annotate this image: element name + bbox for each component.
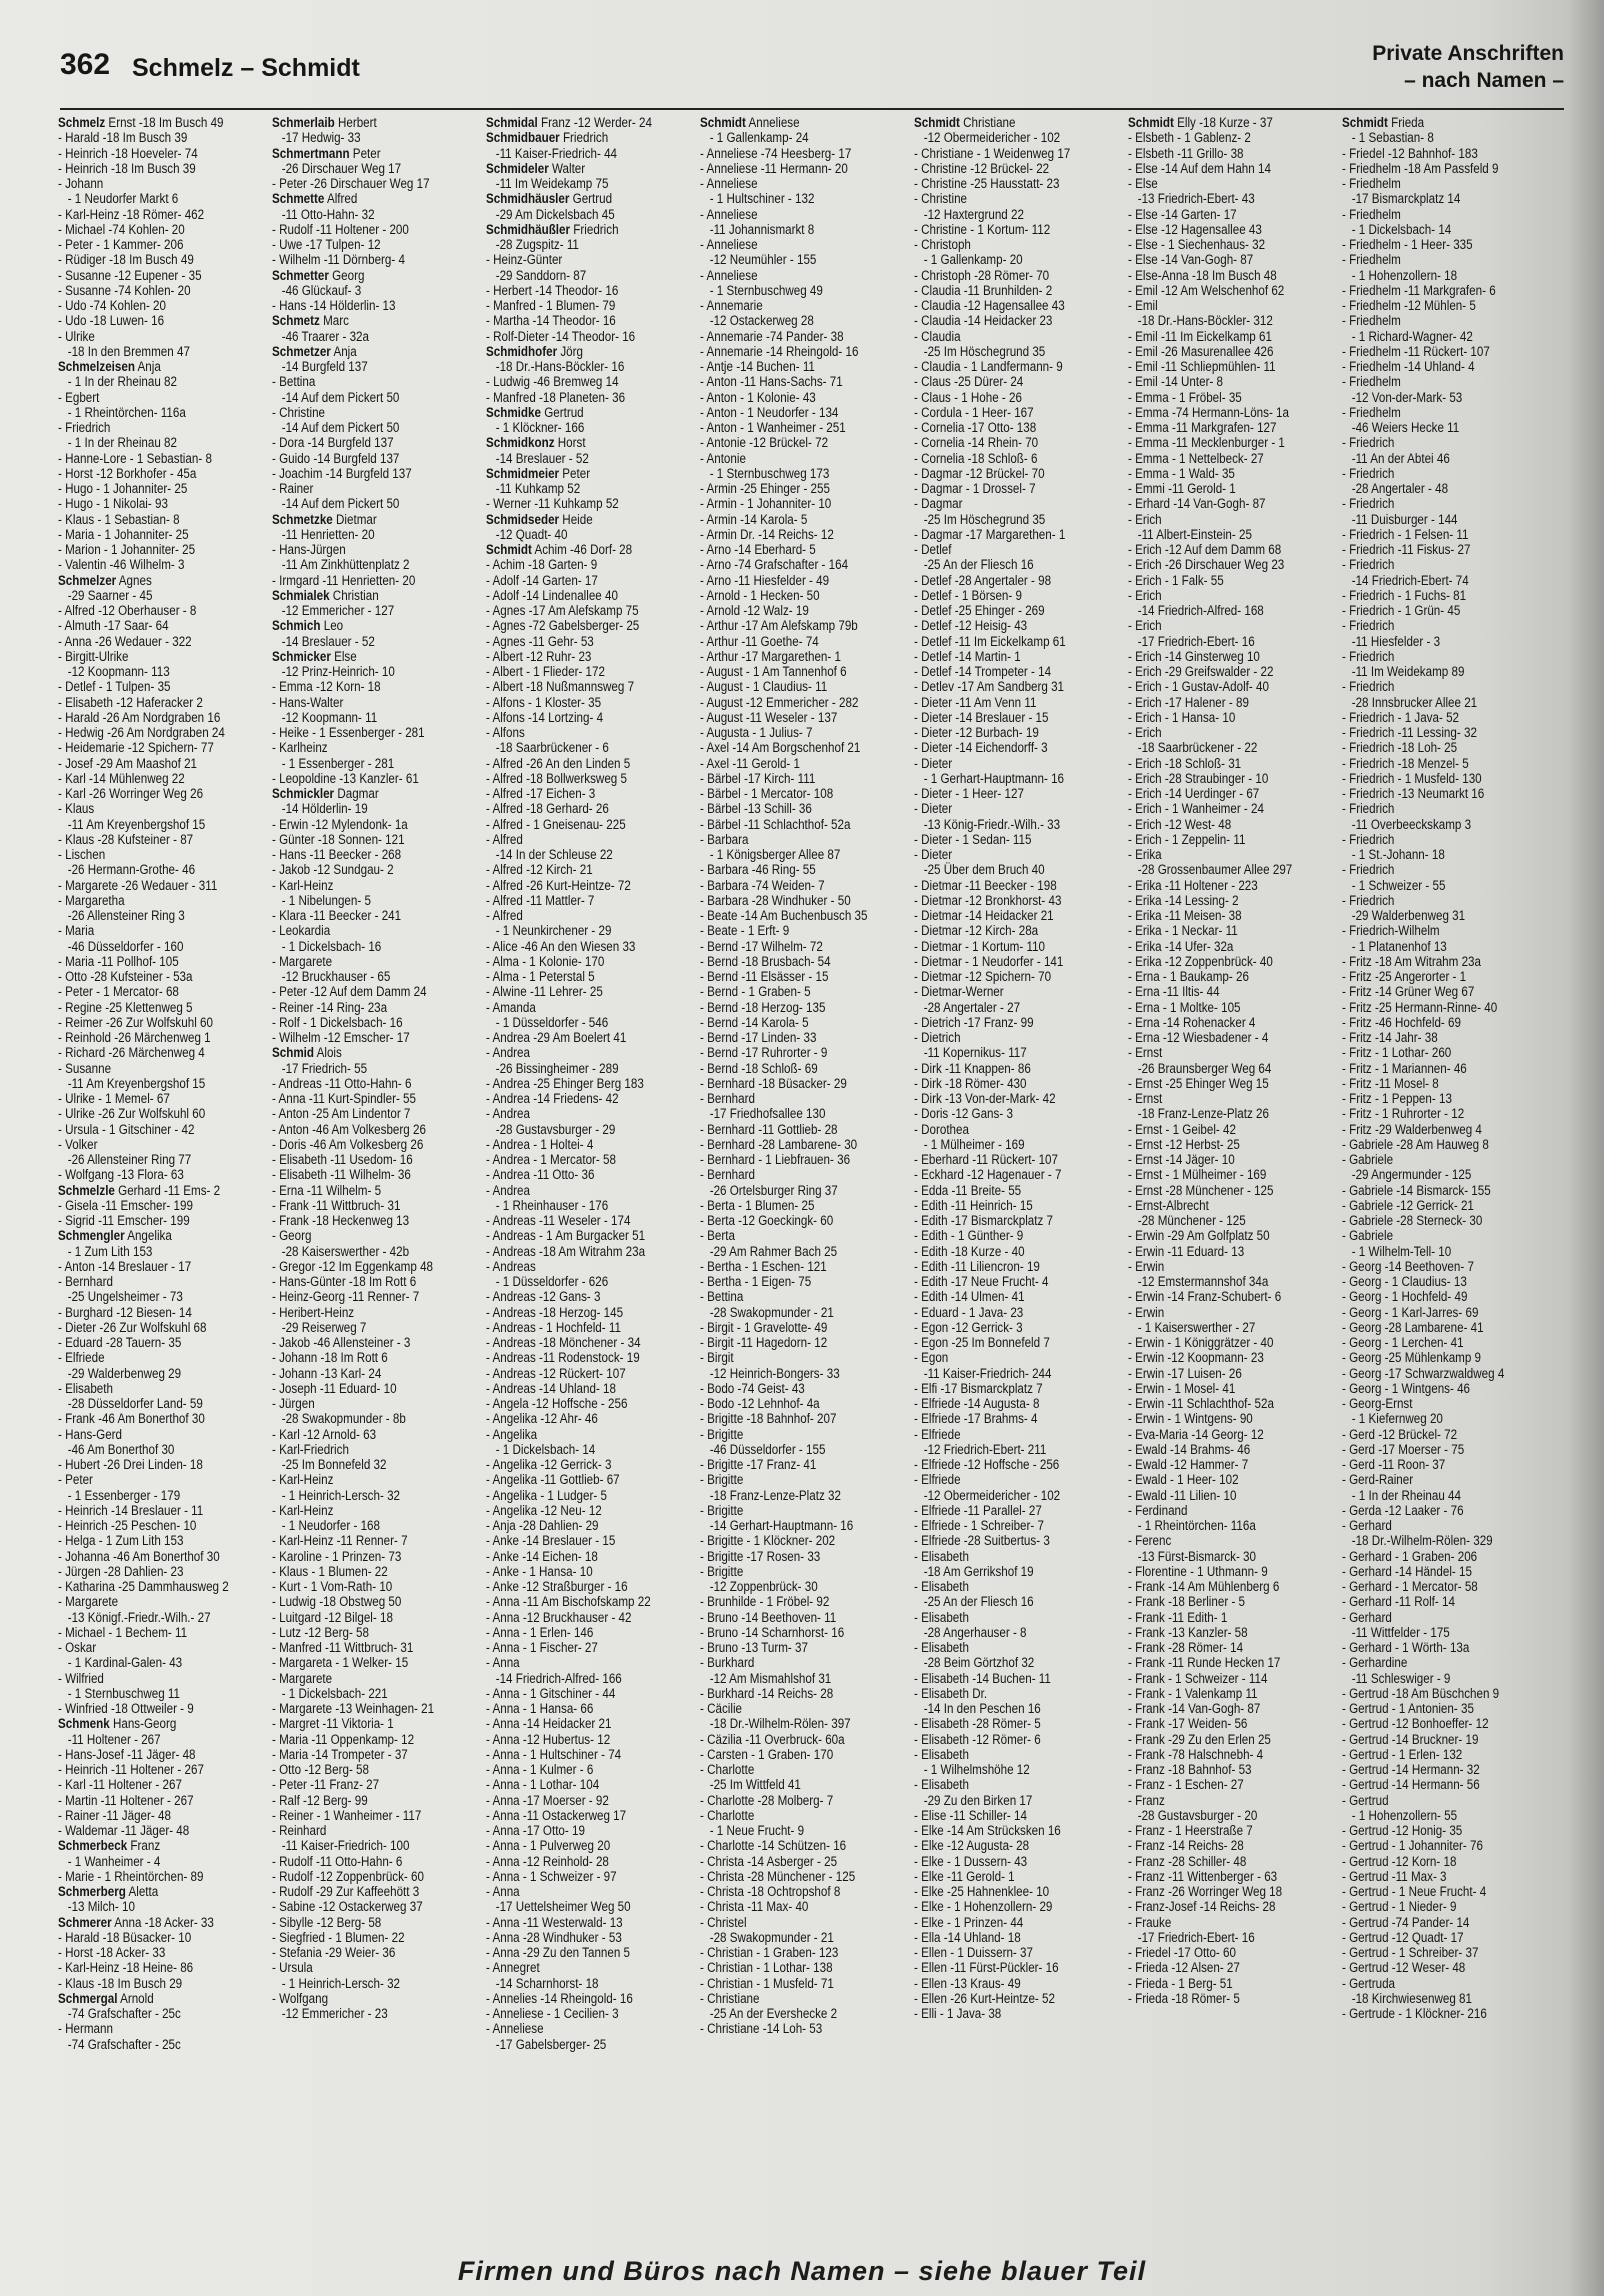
column-3-text: Schmidal Franz -12 Werder- 24 Schmidbauer Friedrich -11 Kaiser-Friedrich- 44 Schmideler Walter -11 Im Weidekamp 75 Schmidhäusler Gertrud -29 Am Dickelsbach 45 Schmidhäußler Friedrich -28 Zugspitz- 11 - Heinz-Günter -29 Sanddorn- 87 - Herbert -14 Theodor- 16 - Manfred - 1 Blumen- 79 - Martha -14 Theodor- 16 - Rolf-Dieter -14 Theodor- 16 Schmidhofer Jörg -18 Dr.-Hans-Böckler- 16 - Ludwig -46 Bremweg 14 - Manfred -18 Planeten- 36 Schmidke Gertrud - 1 Klöckner- 166 Schmidkonz Horst -14 Breslauer - 52 Schmidmeier Peter -11 Kuhkamp 52 - Werner -11 Kuhkamp 52 Schmidseder Heide -12 Quadt- 40 Schmidt Achim -46 Dorf- 28 - Achim -18 Garten- 9 - Adolf -14 Garten- 17 - Adolf -14 Lindenallee 40 - Agnes -17 Am Alefskamp 75 - Agnes -72 Gabelsberger- 25 - Agnes -11 Gehr- 53 - Albert -12 Ruhr- 23 - Albert - 1 Flieder- 172 - Albert -18 Nußmannsweg 7 - Alfons - 1 Kloster- 35 - Alfons -14 Lortzing- 4 - Alfons -18 Saarbrückener - 6 - Alfred -26 An den Linden 5 - Alfred -18 Bollwerksweg 5 - Alfred -17 Eichen- 3 - Alfred -18 Gerhard- 26 - Alfred - 1 Gneisenau- 225 - Alfred -14 In der Schleuse 22 - Alfred -12 Kirch- 21 - Alfred -26 Kurt-Heintze- 72 - Alfred -11 Mattler- 7 - Alfred - 1 Neunkirchener - 29 - Alice -46 An den Wiesen 33 - Alma - 1 Kolonie- 170 - Alma - 1 Peterstal 5 - Alwine -11 Lehrer- 25 - Amanda - 1 Düsseldorfer - 546 - Andrea -29 Am Boelert 41 - Andrea -26 Bissingheimer - 289 - Andrea -25 Ehinger Berg 183 - Andrea -14 Friedens- 42 - Andrea -28 Gustavsburger - 29 - Andrea - 1 Holtei- 4 - Andrea - 1 Mercator- 58 - Andrea -11 Otto- 36 - Andrea - 1 Rheinhauser - 176 - Andreas -11 Weseler - 174 - Andreas - 1 Am Burgacker 51 - Andreas -18 Am Witrahm 23a - Andreas - 1 Düsseldorfer - 626 - Andreas -12 Gans- 3 - Andreas -18 Herzog- 145 - Andreas - 1 Hochfeld- 11 - Andreas -18 Mönchener - 34 - Andreas -11 Rodenstock- 19 - Andreas -12 Rückert- 107 - Andreas -14 Uhland- 18 - Angela -12 Hoffsche - 256 - Angelika -12 Ahr- 46 - Angelika - 1 Dickelsbach- 14 - Angelika -12 Gerrick- 3 - Angelika -11 Gottlieb- 67 - Angelika - 1 Ludger- 5 - Angelika -12 Neu- 12 - Anja -28 Dahlien- 29 - Anke -14 Breslauer - 15 - Anke -14 Eichen- 18 - Anke - 1 Hansa- 10 - Anke -12 Straßburger - 16 - Anna -11 Am Bischofskamp 22 - Anna -12 Bruckhauser - 42 - Anna - 1 Erlen- 146 - Anna - 1 Fischer- 27 - Anna -14 Friedrich-Alfred- 166 - Anna - 1 Gitschiner - 44 - Anna - 1 Hansa- 66 - Anna -14 Heidacker 21 - Anna -12 Hubertus- 12 - Anna - 1 Hultschiner - 74 - Anna - 1 Kulmer - 6 - Anna - 1 Lothar- 104 - Anna -17 Moerser - 92 - Anna -11 Ostackerweg 17 - Anna -17 Otto- 19 - Anna - 1 Pulverweg 20 - Anna -12 Reinhold- 28 - Anna - 1 Schweizer - 97 - Anna -17 Uettelsheimer Weg 50 - Anna -11 Westerwald- 13 - Anna -28 Windhuker - 53 - Anna -29 Zu den Tannen 5 - Annegret -14 Scharnhorst- 18 - Annelies -14 Rheingold- 16 - Anneliese - 1 Cecilien- 3 - Anneliese -17 Gabelsberger- 25 [486, 116, 652, 2053]
listing-columns [58, 116, 1568, 2246]
footer-note: Firmen und Büros nach Namen – siehe blauer Teil [457, 2256, 1147, 2286]
listing-column-2 [272, 116, 478, 2246]
column-1-text: Schmelz Ernst -18 Im Busch 49 - Harald -18 Im Busch 39 - Heinrich -18 Hoeveler- 74 - Heinrich -18 Im Busch 39 - Johann - 1 Neudorfer Markt 6 - Karl-Heinz -18 Römer- 462 - Michael -74 Kohlen- 20 - Peter - 1 Kammer- 206 - Rüdiger -18 Im Busch 49 - Susanne -12 Eupener - 35 - Susanne -74 Kohlen- 20 - Udo -74 Kohlen- 20 - Udo -18 Luwen- 16 - Ulrike -18 In den Bremmen 47 Schmelzeisen Anja - 1 In der Rheinau 82 - Egbert - 1 Rheintörchen- 116a - Friedrich - 1 In der Rheinau 82 - Hanne-Lore - 1 Sebastian- 8 - Horst -12 Borkhofer - 45a - Hugo - 1 Johanniter- 25 - Hugo - 1 Nikolai- 93 - Klaus - 1 Sebastian- 8 - Maria - 1 Johanniter- 25 - Marion - 1 Johanniter- 25 - Valentin -46 Wilhelm- 3 Schmelzer Agnes -29 Saarner - 45 - Alfred -12 Oberhauser - 8 - Almuth -17 Saar- 64 - Anna -26 Wedauer - 322 - Birgitt-Ulrike -12 Koopmann- 113 - Detlef - 1 Tulpen- 35 - Elisabeth -12 Haferacker 2 - Harald -26 Am Nordgraben 16 - Hedwig -26 Am Nordgraben 24 - Heidemarie -12 Spichern- 77 - Josef -29 Am Maashof 21 - Karl -14 Mühlenweg 22 - Karl -26 Worringer Weg 26 - Klaus -11 Am Kreyenbergshof 15 - Klaus -28 Kufsteiner - 87 - Lischen -26 Hermann-Grothe- 46 - Margarete -26 Wedauer - 311 - Margaretha -26 Allensteiner Ring 3 - Maria -46 Düsseldorfer - 160 - Maria -11 Pollhof- 105 - Otto -28 Kufsteiner - 53a - Peter - 1 Mercator- 68 - Regine -25 Klettenweg 5 - Reimer -26 Zur Wolfskuhl 60 - Reinhold -26 Märchenweg 1 - Richard -26 Märchenweg 4 - Susanne -11 Am Kreyenbergshof 15 - Ulrike - 1 Memel- 67 - Ulrike -26 Zur Wolfskuhl 60 - Ursula - 1 Gitschiner - 42 - Volker -26 Allensteiner Ring 77 - Wolfgang -13 Flora- 63 Schmelzle Gerhard -11 Ems- 2 - Gisela -11 Emscher- 199 - Sigrid -11 Emscher- 199 Schmengler Angelika - 1 Zum Lith 153 - Anton -14 Breslauer - 17 - Bernhard -25 Ungelsheimer - 73 - Burghard -12 Biesen- 14 - Dieter -26 Zur Wolfskuhl 68 - Eduard -28 Tauern- 35 - Elfriede -29 Walderbenweg 29 - Elisabeth -28 Düsseldorfer Land- 59 - Frank -46 Am Bonerthof 30 - Hans-Gerd -46 Am Bonerthof 30 - Hubert -26 Drei Linden- 18 - Peter - 1 Essenberger - 179 - Heinrich -14 Breslauer - 11 - Heinrich -25 Peschen- 10 - Helga - 1 Zum Lith 153 - Johanna -46 Am Bonerthof 30 - Jürgen -28 Dahlien- 23 - Katharina -25 Dammhausweg 2 - Margarete -13 Königf.-Friedr.-Wilh.- 27 - Michael - 1 Bechem- 11 - Oskar - 1 Kardinal-Galen- 43 - Wilfried - 1 Sternbuschweg 11 - Winfried -18 Ottweiler - 9 Schmenk Hans-Georg -11 Holtener - 267 - Hans-Josef -11 Jäger- 48 - Heinrich -11 Holtener - 267 - Karl -11 Holtener - 267 - Martin -11 Holtener - 267 - Rainer -11 Jäger- 48 - Waldemar -11 Jäger- 48 Schmerbeck Franz - 1 Wanheimer - 4 - Marie - 1 Rheintörchen- 89 Schmerberg Aletta -13 Milch- 10 Schmerer Anna -18 Acker- 33 - Harald -18 Büsacker- 10 - Horst -18 Acker- 33 - Karl-Heinz -18 Heine- 86 - Klaus -18 Im Busch 29 Schmergal Arnold -74 Grafschafter - 25c - Hermann -74 Grafschafter - 25c [58, 116, 229, 2053]
listing-column-7 [1342, 116, 1548, 2246]
column-6-text: Schmidt Elly -18 Kurze - 37 - Elsbeth - 1 Gablenz- 2 - Elsbeth -11 Grillo- 38 - Else -14 Auf dem Hahn 14 - Else -13 Friedrich-Ebert- 43 - Else -14 Garten- 17 - Else -12 Hagensallee 43 - Else - 1 Siechenhaus- 32 - Else -14 Van-Gogh- 87 - Else-Anna -18 Im Busch 48 - Emil -12 Am Welschenhof 62 - Emil -18 Dr.-Hans-Böckler- 312 - Emil -11 Im Eickelkamp 61 - Emil -26 Masurenallee 426 - Emil -11 Schliepmühlen- 11 - Emil -14 Unter- 8 - Emma - 1 Fröbel- 35 - Emma -74 Hermann-Löns- 1a - Emma -11 Markgrafen- 127 - Emma -11 Mecklenburger - 1 - Emma - 1 Nettelbeck- 27 - Emma - 1 Wald- 35 - Emmi -11 Gerold- 1 - Erhard -14 Van-Gogh- 87 - Erich -11 Albert-Einstein- 25 - Erich -12 Auf dem Damm 68 - Erich -26 Dirschauer Weg 23 - Erich - 1 Falk- 55 - Erich -14 Friedrich-Alfred- 168 - Erich -17 Friedrich-Ebert- 16 - Erich -14 Ginsterweg 10 - Erich -29 Greifswalder - 22 - Erich - 1 Gustav-Adolf- 40 - Erich -17 Halener - 89 - Erich - 1 Hansa- 10 - Erich -18 Saarbrückener - 22 - Erich -18 Schloß- 31 - Erich -28 Straubinger - 10 - Erich -14 Uerdinger - 67 - Erich - 1 Wanheimer - 24 - Erich -12 West- 48 - Erich - 1 Zeppelin- 11 - Erika -28 Grossenbaumer Allee 297 - Erika -11 Holtener - 223 - Erika -14 Lessing- 2 - Erika -11 Meisen- 38 - Erika - 1 Neckar- 11 - Erika -14 Ufer- 32a - Erika -12 Zoppenbrück- 40 - Erna - 1 Baukamp- 26 - Erna -11 Iltis- 44 - Erna - 1 Moltke- 105 - Erna -14 Rohenacker 4 - Erna -12 Wiesbadener - 4 - Ernst -26 Braunsberger Weg 64 - Ernst -25 Ehinger Weg 15 - Ernst -18 Franz-Lenze-Platz 26 - Ernst - 1 Geibel- 42 - Ernst -12 Herbst- 25 - Ernst -14 Jäger- 10 - Ernst - 1 Mülheimer - 169 - Ernst -28 Münchener - 125 - Ernst-Albrecht -28 Münchener - 125 - Erwin -29 Am Golfplatz 50 - Erwin -11 Eduard- 13 - Erwin -12 Emstermannshof 34a - Erwin -14 Franz-Schubert- 6 - Erwin - 1 Kaiserswerther - 27 - Erwin - 1 Königgrätzer - 40 - Erwin -12 Koopmann- 23 - Erwin -17 Luisen- 26 - Erwin - 1 Mosel- 41 - Erwin -11 Schlachthof- 52a - Erwin - 1 Wintgens- 90 - Eva-Maria -14 Georg- 12 - Ewald -14 Brahms- 46 - Ewald -12 Hammer- 7 - Ewald - 1 Heer- 102 - Ewald -11 Lilien- 10 - Ferdinand - 1 Rheintörchen- 116a - Ferenc -13 Fürst-Bismarck- 30 - Florentine - 1 Uthmann- 9 - Frank -14 Am Mühlenberg 6 - Frank -18 Berliner - 5 - Frank -11 Edith- 1 - Frank -13 Kanzler- 58 - Frank -28 Römer- 14 - Frank -11 Runde Hecken 17 - Frank - 1 Schweizer - 114 - Frank - 1 Valenkamp 11 - Frank -14 Van-Gogh- 87 - Frank -17 Weiden- 56 - Frank -29 Zu den Erlen 25 - Frank -78 Halschnebh- 4 - Franz -18 Bahnhof- 53 - Franz - 1 Eschen- 27 - Franz -28 Gustavsburger - 20 - Franz - 1 Heerstraße 7 - Franz -14 Reichs- 28 - Franz -28 Schiller- 48 - Franz -11 Wittenberger - 63 - Franz -26 Worringer Weg 18 - Franz-Josef -14 Reichs- 28 - Frauke -17 Friedrich-Ebert- 16 - Friedel -17 Otto- 60 - Frieda -12 Alsen- 27 - Frieda - 1 Berg- 51 - Frieda -18 Römer- 5 [1128, 116, 1293, 2007]
section-title-line-1: Private Anschriften [1372, 42, 1564, 65]
column-4-text: Schmidt Anneliese - 1 Gallenkamp- 24 - Anneliese -74 Heesberg- 17 - Anneliese -11 Hermann- 20 - Anneliese - 1 Hultschiner - 132 - Anneliese -11 Johannismarkt 8 - Anneliese -12 Neumühler - 155 - Anneliese - 1 Sternbuschweg 49 - Annemarie -12 Ostackerweg 28 - Annemarie -74 Pander- 38 - Annemarie -14 Rheingold- 16 - Antje -14 Buchen- 11 - Anton -11 Hans-Sachs- 71 - Anton - 1 Kolonie- 43 - Anton - 1 Neudorfer - 134 - Anton - 1 Wanheimer - 251 - Antonie -12 Brückel- 72 - Antonie - 1 Sternbuschweg 173 - Armin -25 Ehinger - 255 - Armin - 1 Johanniter- 10 - Armin -14 Karola- 5 - Armin Dr. -14 Reichs- 12 - Arno -14 Eberhard- 5 - Arno -74 Grafschafter - 164 - Arno -11 Hiesfelder - 49 - Arnold - 1 Hecken- 50 - Arnold -12 Walz- 19 - Arthur -17 Am Alefskamp 79b - Arthur -11 Goethe- 74 - Arthur -17 Margarethen- 1 - August - 1 Am Tannenhof 6 - August - 1 Claudius- 11 - August -12 Emmericher - 282 - August -11 Weseler - 137 - Augusta - 1 Julius- 7 - Axel -14 Am Borgschenhof 21 - Axel -11 Gerold- 1 - Bärbel -17 Kirch- 111 - Bärbel - 1 Mercator- 108 - Bärbel -13 Schill- 36 - Bärbel -11 Schlachthof- 52a - Barbara - 1 Königsberger Allee 87 - Barbara -46 Ring- 55 - Barbara -74 Weiden- 7 - Barbara -28 Windhuker - 50 - Beate -14 Am Buchenbusch 35 - Beate - 1 Erft- 9 - Bernd -17 Wilhelm- 72 - Bernd -18 Brusbach- 54 - Bernd -11 Elsässer - 15 - Bernd - 1 Graben- 5 - Bernd -18 Herzog- 135 - Bernd -14 Karola- 5 - Bernd -17 Linden- 33 - Bernd -17 Ruhrorter - 9 - Bernd -18 Schloß- 69 - Bernhard -18 Büsacker- 29 - Bernhard -17 Friedhofsallee 130 - Bernhard -11 Gottlieb- 28 - Bernhard -28 Lambarene- 30 - Bernhard - 1 Liebfrauen- 36 - Bernhard -26 Ortelsburger Ring 37 - Berta - 1 Blumen- 25 - Berta -12 Goeckingk- 60 - Berta -29 Am Rahmer Bach 25 - Bertha - 1 Eschen- 121 - Bertha - 1 Eigen- 75 - Bettina -28 Swakopmunder - 21 - Birgit - 1 Gravelotte- 49 - Birgit -11 Hagedorn- 12 - Birgit -12 Heinrich-Bongers- 33 - Bodo -74 Geist- 43 - Bodo -12 Lehnhof- 4a - Brigitte -18 Bahnhof- 207 - Brigitte -46 Düsseldorfer - 155 - Brigitte -17 Franz- 41 - Brigitte -18 Franz-Lenze-Platz 32 - Brigitte -14 Gerhart-Hauptmann- 16 - Brigitte - 1 Klöckner- 202 - Brigitte -17 Rosen- 33 - Brigitte -12 Zoppenbrück- 30 - Brunhilde - 1 Fröbel- 92 - Bruno -14 Beethoven- 11 - Bruno -14 Scharnhorst- 16 - Bruno -13 Turm- 37 - Burkhard -12 Am Mismahlshof 31 - Burkhard -14 Reichs- 28 - Cäcilie -18 Dr.-Wilhelm-Rölen- 397 - Cäzilia -11 Overbruck- 60a - Carsten - 1 Graben- 170 - Charlotte -25 Im Wittfeld 41 - Charlotte -28 Molberg- 7 - Charlotte - 1 Neue Frucht- 9 - Charlotte -14 Schützen- 16 - Christa -14 Asberger - 25 - Christa -28 Münchener - 125 - Christa -18 Ochtropshof 8 - Christa -11 Max- 40 - Christel -28 Swakopmunder - 21 - Christian - 1 Graben- 123 - Christian - 1 Lothar- 138 - Christian - 1 Musfeld- 71 - Christiane -25 An der Evershecke 2 - Christiane -14 Loh- 53 [700, 116, 868, 2038]
column-2-text: Schmerlaib Herbert -17 Hedwig- 33 Schmertmann Peter -26 Dirschauer Weg 17 - Peter -26 Dirschauer Weg 17 Schmette Alfred -11 Otto-Hahn- 32 - Rudolf -11 Holtener - 200 - Uwe -17 Tulpen- 12 - Wilhelm -11 Dörnberg- 4 Schmetter Georg -46 Glückauf- 3 - Hans -14 Hölderlin- 13 Schmetz Marc -46 Traarer - 32a Schmetzer Anja -14 Burgfeld 137 - Bettina -14 Auf dem Pickert 50 - Christine -14 Auf dem Pickert 50 - Dora -14 Burgfeld 137 - Guido -14 Burgfeld 137 - Joachim -14 Burgfeld 137 - Rainer -14 Auf dem Pickert 50 Schmetzke Dietmar -11 Henrietten- 20 - Hans-Jürgen -11 Am Zinkhüttenplatz 2 - Irmgard -11 Henrietten- 20 Schmialek Christian -12 Emmericher - 127 Schmich Leo -14 Breslauer - 52 Schmicker Else -12 Prinz-Heinrich- 10 - Emma -12 Korn- 18 - Hans-Walter -12 Koopmann- 11 - Heike - 1 Essenberger - 281 - Karlheinz - 1 Essenberger - 281 - Leopoldine -13 Kanzler- 61 Schmickler Dagmar -14 Hölderlin- 19 - Erwin -12 Mylendonk- 1a - Günter -18 Sonnen- 121 - Hans -11 Beecker - 268 - Jakob -12 Sundgau- 2 - Karl-Heinz - 1 Nibelungen- 5 - Klara -11 Beecker - 241 - Leokardia - 1 Dickelsbach- 16 - Margarete -12 Bruckhauser - 65 - Peter -12 Auf dem Damm 24 - Reiner -14 Ring- 23a - Rolf - 1 Dickelsbach- 16 - Wilhelm -12 Emscher- 17 Schmid Alois -17 Friedrich- 55 - Andreas -11 Otto-Hahn- 6 - Anna -11 Kurt-Spindler- 55 - Anton -25 Am Lindentor 7 - Anton -46 Am Volkesberg 26 - Doris -46 Am Volkesberg 26 - Elisabeth -11 Usedom- 16 - Elisabeth -11 Wilhelm- 36 - Erna -11 Wilhelm- 5 - Frank -11 Wittbruch- 31 - Frank -18 Heckenweg 13 - Georg -28 Kaiserswerther - 42b - Gregor -12 Im Eggenkamp 48 - Hans-Günter -18 Im Rott 6 - Heinz-Georg -11 Renner- 7 - Heribert-Heinz -29 Reiserweg 7 - Jakob -46 Allensteiner - 3 - Johann -18 Im Rott 6 - Johann -13 Karl- 24 - Joseph -11 Eduard- 10 - Jürgen -28 Swakopmunder - 8b - Karl -12 Arnold- 63 - Karl-Friedrich -25 Im Bonnefeld 32 - Karl-Heinz - 1 Heinrich-Lersch- 32 - Karl-Heinz - 1 Neudorfer - 168 - Karl-Heinz -11 Renner- 7 - Karoline - 1 Prinzen- 73 - Klaus - 1 Blumen- 22 - Kurt - 1 Vom-Rath- 10 - Ludwig -18 Obstweg 50 - Luitgard -12 Bilgel- 18 - Lutz -12 Berg- 58 - Manfred -11 Wittbruch- 31 - Margareta - 1 Welker- 15 - Margarete - 1 Dickelsbach- 221 - Margarete -13 Weinhagen- 21 - Margret -11 Viktoria- 1 - Maria -11 Oppenkamp- 12 - Maria -14 Trompeter - 37 - Otto -12 Berg- 58 - Peter -11 Franz- 27 - Ralf -12 Berg- 99 - Reiner - 1 Wanheimer - 117 - Reinhard -11 Kaiser-Friedrich- 100 - Rudolf -11 Otto-Hahn- 6 - Rudolf -12 Zoppenbrück- 60 - Rudolf -29 Zur Kaffeehött 3 - Sabine -12 Ostackerweg 37 - Sibylle -12 Berg- 58 - Siegfried - 1 Blumen- 22 - Stefania -29 Weier- 36 - Ursula - 1 Heinrich-Lersch- 32 - Wolfgang -12 Emmericher - 23 [272, 116, 435, 2022]
section-title [1372, 40, 1564, 94]
name-range: Schmelz – Schmidt [132, 54, 360, 82]
page-number: 362 [60, 48, 111, 81]
listing-column-6 [1128, 116, 1334, 2246]
listing-column-4 [700, 116, 906, 2246]
column-5-text: Schmidt Christiane -12 Obermeidericher - 102 - Christiane - 1 Weidenweg 17 - Christine -12 Brückel- 22 - Christine -25 Hausstatt- 23 - Christine -12 Haxtergrund 22 - Christine - 1 Kortum- 112 - Christoph - 1 Gallenkamp- 20 - Christoph -28 Römer- 70 - Claudia -11 Brunhilden- 2 - Claudia -12 Hagensallee 43 - Claudia -14 Heidacker 23 - Claudia -25 Im Höschegrund 35 - Claudia - 1 Landfermann- 9 - Claus -25 Dürer- 24 - Claus - 1 Hohe - 26 - Cordula - 1 Heer- 167 - Cornelia -17 Otto- 138 - Cornelia -14 Rhein- 70 - Cornelia -18 Schloß- 6 - Dagmar -12 Brückel- 70 - Dagmar - 1 Drossel- 7 - Dagmar -25 Im Höschegrund 35 - Dagmar -17 Margarethen- 1 - Detlef -25 An der Fliesch 16 - Detlef -28 Angertaler - 98 - Detlef - 1 Börsen- 9 - Detlef -25 Ehinger - 269 - Detlef -12 Heisig- 43 - Detlef -11 Im Eickelkamp 61 - Detlef -14 Martin- 1 - Detlef -14 Trompeter - 14 - Detlev -17 Am Sandberg 31 - Dieter -11 Am Venn 11 - Dieter -14 Breslauer - 15 - Dieter -12 Burbach- 19 - Dieter -14 Eichendorff- 3 - Dieter - 1 Gerhart-Hauptmann- 16 - Dieter - 1 Heer- 127 - Dieter -13 König-Friedr.-Wilh.- 33 - Dieter - 1 Sedan- 115 - Dieter -25 Über dem Bruch 40 - Dietmar -11 Beecker - 198 - Dietmar -12 Bronkhorst- 43 - Dietmar -14 Heidacker 21 - Dietmar -12 Kirch- 28a - Dietmar - 1 Kortum- 110 - Dietmar - 1 Neudorfer - 141 - Dietmar -12 Spichern- 70 - Dietmar-Werner -28 Angertaler - 27 - Dietrich -17 Franz- 99 - Dietrich -11 Kopernikus- 117 - Dirk -11 Knappen- 86 - Dirk -18 Römer- 430 - Dirk -13 Von-der-Mark- 42 - Doris -12 Gans- 3 - Dorothea - 1 Mülheimer - 169 - Eberhard -11 Rückert- 107 - Eckhard -12 Hagenauer - 7 - Edda -11 Breite- 55 - Edith -11 Heinrich- 15 - Edith -17 Bismarckplatz 7 - Edith - 1 Günther- 9 - Edith -18 Kurze - 40 - Edith -11 Liliencron- 19 - Edith -17 Neue Frucht- 4 - Edith -14 Ulmen- 41 - Eduard - 1 Java- 23 - Egon -12 Gerrick- 3 - Egon -25 Im Bonnefeld 7 - Egon -11 Kaiser-Friedrich- 244 - Elfi -17 Bismarckplatz 7 - Elfriede -14 Augusta- 8 - Elfriede -17 Brahms- 4 - Elfriede -12 Friedrich-Ebert- 211 - Elfriede -12 Hoffsche - 256 - Elfriede -12 Obermeidericher - 102 - Elfriede -11 Parallel- 27 - Elfriede - 1 Schreiber- 7 - Elfriede -28 Suitbertus- 3 - Elisabeth -18 Am Gerrikshof 19 - Elisabeth -25 An der Fliesch 16 - Elisabeth -28 Angerhauser - 8 - Elisabeth -28 Beim Görtzhof 32 - Elisabeth -14 Buchen- 11 - Elisabeth Dr. -14 In den Peschen 16 - Elisabeth -28 Römer- 5 - Elisabeth -12 Römer- 6 - Elisabeth - 1 Wilhelmshöhe 12 - Elisabeth -29 Zu den Birken 17 - Elise -11 Schiller- 14 - Elke -14 Am Strücksken 16 - Elke -12 Augusta- 28 - Elke - 1 Dussern- 43 - Elke -11 Gerold- 1 - Elke -25 Hahnenklee- 10 - Elke - 1 Hohenzollern- 29 - Elke - 1 Prinzen- 44 - Ella -14 Uhland- 18 - Ellen - 1 Duissern- 37 - Ellen -11 Fürst-Pückler- 16 - Ellen -13 Kraus- 49 - Ellen -26 Kurt-Heintze- 52 - Elli - 1 Java- 38 [914, 116, 1071, 2022]
listing-column-3 [486, 116, 692, 2246]
section-title-line-2: – nach Namen – [1404, 69, 1564, 92]
page-footer [0, 2256, 1604, 2287]
header-divider [60, 108, 1564, 110]
listing-column-1 [58, 116, 264, 2246]
column-7-text: Schmidt Frieda - 1 Sebastian- 8 - Friedel -12 Bahnhof- 183 - Friedhelm -18 Am Passfeld 9 - Friedhelm -17 Bismarckplatz 14 - Friedhelm - 1 Dickelsbach- 14 - Friedhelm - 1 Heer- 335 - Friedhelm - 1 Hohenzollern- 18 - Friedhelm -11 Markgrafen- 6 - Friedhelm -12 Mühlen- 5 - Friedhelm - 1 Richard-Wagner- 42 - Friedhelm -11 Rückert- 107 - Friedhelm -14 Uhland- 4 - Friedhelm -12 Von-der-Mark- 53 - Friedhelm -46 Weiers Hecke 11 - Friedrich -11 An der Abtei 46 - Friedrich -28 Angertaler - 48 - Friedrich -11 Duisburger - 144 - Friedrich - 1 Felsen- 11 - Friedrich -11 Fiskus- 27 - Friedrich -14 Friedrich-Ebert- 74 - Friedrich - 1 Fuchs- 81 - Friedrich - 1 Grün- 45 - Friedrich -11 Hiesfelder - 3 - Friedrich -11 Im Weidekamp 89 - Friedrich -28 Innsbrucker Allee 21 - Friedrich - 1 Java- 52 - Friedrich -11 Lessing- 32 - Friedrich -18 Loh- 25 - Friedrich -18 Menzel- 5 - Friedrich - 1 Musfeld- 130 - Friedrich -13 Neumarkt 16 - Friedrich -11 Overbeeckskamp 3 - Friedrich - 1 St.-Johann- 18 - Friedrich - 1 Schweizer - 55 - Friedrich -29 Walderbenweg 31 - Friedrich-Wilhelm - 1 Platanenhof 13 - Fritz -18 Am Witrahm 23a - Fritz -25 Angerorter - 1 - Fritz -14 Grüner Weg 67 - Fritz -25 Hermann-Rinne- 40 - Fritz -46 Hochfeld- 69 - Fritz -14 Jahr- 38 - Fritz - 1 Lothar- 260 - Fritz - 1 Mariannen- 46 - Fritz -11 Mosel- 8 - Fritz - 1 Peppen- 13 - Fritz - 1 Ruhrorter - 12 - Fritz -29 Walderbenweg 4 - Gabriele -28 Am Hauweg 8 - Gabriele -29 Angermunder - 125 - Gabriele -14 Bismarck- 155 - Gabriele -12 Gerrick- 21 - Gabriele -28 Sterneck- 30 - Gabriele - 1 Wilhelm-Tell- 10 - Georg -14 Beethoven- 7 - Georg - 1 Claudius- 13 - Georg - 1 Hochfeld- 49 - Georg - 1 Karl-Jarres- 69 - Georg -28 Lambarene- 41 - Georg - 1 Lerchen- 41 - Georg -25 Mühlenkamp 9 - Georg -17 Schwarzwaldweg 4 - Georg - 1 Wintgens- 46 - Georg-Ernst - 1 Kiefernweg 20 - Gerd -12 Brückel- 72 - Gerd -17 Moerser - 75 - Gerd -11 Roon- 37 - Gerd-Rainer - 1 In der Rheinau 44 - Gerda -12 Laaker - 76 - Gerhard -18 Dr.-Wilhelm-Rölen- 329 - Gerhard - 1 Graben- 206 - Gerhard -14 Händel- 15 - Gerhard - 1 Mercator- 58 - Gerhard -11 Rolf- 14 - Gerhard -11 Wittfelder - 175 - Gerhard - 1 Wörth- 13a - Gerhardine -11 Schleswiger - 9 - Gertrud -18 Am Büschchen 9 - Gertrud - 1 Antonien- 35 - Gertrud -12 Bonhoeffer- 12 - Gertrud -14 Bruckner- 19 - Gertrud - 1 Erlen- 132 - Gertrud -14 Hermann- 32 - Gertrud -14 Hermann- 56 - Gertrud - 1 Hohenzollern- 55 - Gertrud -12 Honig- 35 - Gertrud - 1 Johanniter- 76 - Gertrud -12 Korn- 18 - Gertrud -11 Max- 3 - Gertrud - 1 Neue Frucht- 4 - Gertrud - 1 Nieder- 9 - Gertrud -74 Pander- 14 - Gertrud -12 Quadt- 17 - Gertrud - 1 Schreiber- 37 - Gertrud -12 Weser- 48 - Gertruda -18 Kirchwiesenweg 81 - Gertrude - 1 Klöckner- 216 [1342, 116, 1505, 2022]
listing-column-5 [914, 116, 1120, 2246]
page-edge-shadow [1568, 0, 1604, 2296]
